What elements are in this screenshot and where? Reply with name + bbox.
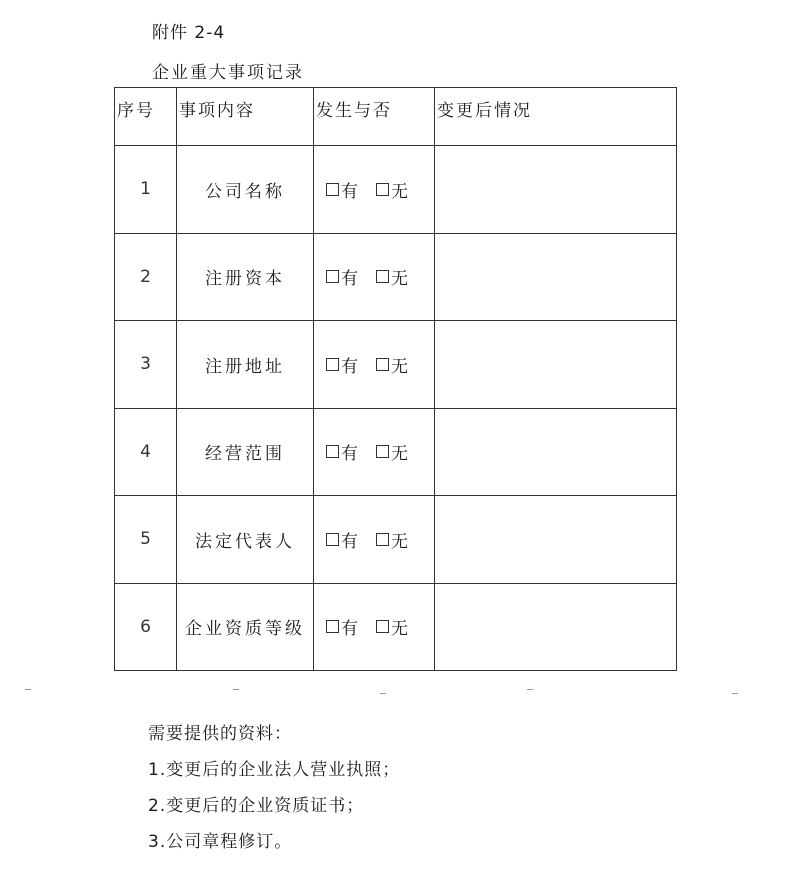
checkbox-no[interactable]: [376, 445, 389, 458]
table-header-row: [115, 88, 677, 146]
document-title: 企业重大事项记录: [152, 63, 304, 83]
option-no-label: 无: [391, 444, 408, 465]
option-yes-label: 有: [341, 356, 358, 377]
row-item-name: 公司名称: [177, 146, 314, 234]
required-documents: [148, 716, 400, 860]
checkbox-yes[interactable]: [326, 445, 339, 458]
row-after-change-cell[interactable]: [435, 408, 677, 496]
row-serial-no: 1: [115, 146, 177, 234]
option-yes-label: 有: [341, 444, 358, 465]
table-row: [115, 583, 677, 671]
scan-artifact: [732, 693, 738, 694]
scan-artifact: [25, 689, 31, 690]
option-yes[interactable]: [326, 264, 358, 289]
option-no[interactable]: [376, 614, 408, 639]
checkbox-no[interactable]: [376, 620, 389, 633]
header-item-content: 事项内容: [177, 88, 314, 146]
row-item-name: 企业资质等级: [177, 583, 314, 671]
option-no-label: 无: [391, 356, 408, 377]
scan-artifact: [380, 693, 386, 694]
option-no[interactable]: [376, 177, 408, 202]
option-yes-label: 有: [341, 619, 358, 640]
option-no-label: 无: [391, 619, 408, 640]
occurrence-options: [314, 233, 435, 321]
checkbox-yes[interactable]: [326, 270, 339, 283]
table-row: [115, 146, 677, 234]
checkbox-no[interactable]: [376, 183, 389, 196]
option-no-label: 无: [391, 269, 408, 290]
option-no[interactable]: [376, 264, 408, 289]
option-yes-label: 有: [341, 181, 358, 202]
row-after-change-cell[interactable]: [435, 233, 677, 321]
option-no-label: 无: [391, 181, 408, 202]
option-no[interactable]: [376, 527, 408, 552]
notes-heading: 需要提供的资料：: [148, 724, 292, 744]
header-after-change: 变更后情况: [435, 88, 677, 146]
occurrence-options: [314, 408, 435, 496]
option-yes[interactable]: [326, 352, 358, 377]
option-no-label: 无: [391, 531, 408, 552]
row-after-change-cell[interactable]: [435, 583, 677, 671]
occurrence-options: [314, 146, 435, 234]
table-row: [115, 496, 677, 584]
notes-item: 2.变更后的企业资质证书；: [148, 796, 365, 816]
checkbox-yes[interactable]: [326, 533, 339, 546]
checkbox-yes[interactable]: [326, 358, 339, 371]
attachment-label: 附件 2-4: [152, 23, 226, 43]
major-events-table: [114, 87, 677, 671]
header-serial-no: 序号: [115, 88, 177, 146]
option-yes[interactable]: [326, 527, 358, 552]
row-serial-no: 5: [115, 496, 177, 584]
option-yes-label: 有: [341, 269, 358, 290]
option-no[interactable]: [376, 352, 408, 377]
table-row: [115, 233, 677, 321]
row-serial-no: 3: [115, 321, 177, 409]
row-serial-no: 4: [115, 408, 177, 496]
row-after-change-cell[interactable]: [435, 146, 677, 234]
row-after-change-cell[interactable]: [435, 496, 677, 584]
option-yes[interactable]: [326, 614, 358, 639]
table-row: [115, 408, 677, 496]
row-item-name: 注册资本: [177, 233, 314, 321]
option-no[interactable]: [376, 439, 408, 464]
header-occurred: 发生与否: [314, 88, 435, 146]
option-yes[interactable]: [326, 439, 358, 464]
notes-item: 1.变更后的企业法人营业执照；: [148, 760, 401, 780]
row-item-name: 注册地址: [177, 321, 314, 409]
checkbox-no[interactable]: [376, 358, 389, 371]
option-yes[interactable]: [326, 177, 358, 202]
checkbox-no[interactable]: [376, 533, 389, 546]
occurrence-options: [314, 496, 435, 584]
notes-item: 3.公司章程修订。: [148, 832, 293, 852]
row-item-name: 法定代表人: [177, 496, 314, 584]
occurrence-options: [314, 583, 435, 671]
scan-artifact: [527, 689, 533, 690]
checkbox-yes[interactable]: [326, 620, 339, 633]
scan-artifact: [233, 689, 239, 690]
row-after-change-cell[interactable]: [435, 321, 677, 409]
row-item-name: 经营范围: [177, 408, 314, 496]
checkbox-yes[interactable]: [326, 183, 339, 196]
occurrence-options: [314, 321, 435, 409]
checkbox-no[interactable]: [376, 270, 389, 283]
option-yes-label: 有: [341, 531, 358, 552]
row-serial-no: 6: [115, 583, 177, 671]
row-serial-no: 2: [115, 233, 177, 321]
table-row: [115, 321, 677, 409]
